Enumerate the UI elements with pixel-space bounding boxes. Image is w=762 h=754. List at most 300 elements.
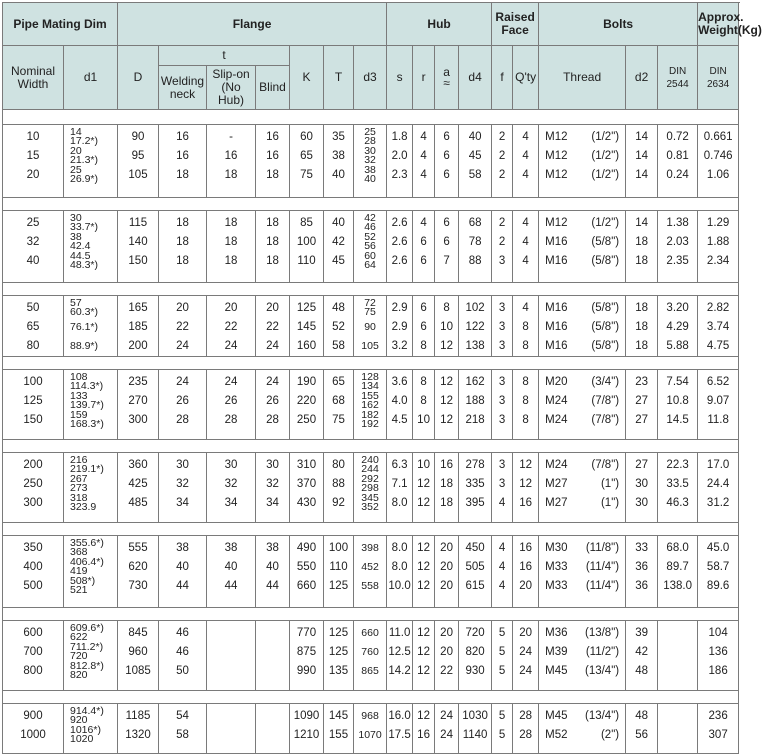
T-value: 38 [332, 150, 345, 162]
slip-on-value: 44 [224, 580, 238, 592]
f-value: 4 [498, 561, 506, 573]
slip-on-value: 20 [224, 302, 238, 314]
D-value: 95 [131, 150, 145, 162]
cell-r [413, 621, 435, 691]
nominal-width-value: 1000 [20, 729, 46, 741]
d3-value: 865 [361, 665, 379, 677]
blind-value: 28 [266, 414, 279, 426]
cell-T [324, 453, 354, 523]
T-value: 35 [332, 131, 345, 143]
d1-value: 609.6*) [70, 622, 104, 634]
cell-D [118, 296, 159, 357]
table-row-group [3, 296, 739, 357]
thread-metric: M30 [545, 542, 568, 554]
r-header: r [413, 46, 435, 110]
r-value: 16 [417, 729, 430, 741]
cell-blind [256, 296, 290, 357]
D-value: 845 [128, 627, 148, 639]
thread-inch: (5/8") [591, 255, 620, 267]
d4-value: 615 [465, 580, 485, 592]
cell-s [387, 621, 413, 691]
cell-T [324, 704, 354, 754]
cell-K [290, 621, 324, 691]
r-value: 12 [417, 561, 430, 573]
thread-metric: M52 [545, 729, 568, 741]
d1-value: 159 [70, 409, 88, 421]
cell-s [387, 453, 413, 523]
a-value: 6 [443, 236, 450, 248]
weight-din2634-value: 89.6 [706, 580, 730, 592]
weight-din2544-value: 14.5 [666, 414, 689, 426]
a-value: 6 [443, 217, 450, 229]
cell-slip-on [207, 536, 256, 608]
D-value: 270 [128, 395, 148, 407]
welding-neck-value: 22 [176, 321, 189, 333]
qty-value: 8 [522, 395, 529, 407]
f-value: 3 [498, 376, 506, 388]
cell-qty [513, 370, 539, 440]
cell-K [290, 536, 324, 608]
T-value: 58 [332, 340, 345, 352]
D-value: 730 [128, 580, 148, 592]
d2-value: 18 [635, 302, 648, 314]
cell-qty [513, 125, 539, 198]
f-header: f [492, 46, 513, 110]
s-value: 8.0 [391, 542, 408, 554]
weight-din2634-value: 9.07 [706, 395, 730, 407]
slip-on-value: 18 [224, 236, 238, 248]
cell-weight-din2544 [658, 536, 698, 608]
d4-value: 68 [468, 217, 482, 229]
K-value: 990 [296, 665, 317, 677]
cell-a [435, 453, 459, 523]
cell-thread [539, 453, 626, 523]
d3-value: 192 [361, 418, 379, 430]
cell-s [387, 211, 413, 283]
qty-value: 28 [519, 710, 532, 722]
thread-metric: M12 [545, 169, 568, 181]
a-value: 6 [443, 169, 450, 181]
cell-qty [513, 621, 539, 691]
cell-thread [539, 125, 626, 198]
cell-d3 [354, 536, 387, 608]
d1-value: 219.1*) [70, 463, 104, 475]
a-value: 12 [440, 414, 453, 426]
welding-neck-value: 18 [176, 255, 189, 267]
thread-inch: (3/4") [591, 376, 620, 388]
s-value: 16.0 [388, 710, 411, 722]
table-row-group [3, 370, 739, 440]
T-value: 100 [328, 542, 349, 554]
weight-din2634-value: 1.29 [706, 217, 730, 229]
thread-metric: M16 [545, 236, 568, 248]
cell-qty [513, 211, 539, 283]
s-value: 7.1 [391, 478, 408, 490]
cell-weight-din2634 [698, 370, 739, 440]
thread-inch: (13/4") [584, 665, 620, 677]
r-value: 6 [420, 255, 427, 267]
d1-value: 920 [70, 714, 88, 726]
d1-value: 88.9*) [70, 340, 99, 352]
D-value: 115 [128, 217, 148, 229]
weight-din2544-value: 0.24 [666, 169, 689, 181]
d1-value: 44.5 [70, 250, 91, 262]
cell-blind [256, 536, 290, 608]
thread-inch: (1") [600, 478, 620, 490]
nominal-width-value: 200 [23, 459, 43, 471]
weight-din2634-value: 45.0 [706, 542, 730, 554]
d3-value: 244 [361, 463, 379, 475]
s-value: 10.0 [388, 580, 411, 592]
d3-value: 60 [364, 250, 376, 262]
weight-din2634-value: 2.82 [706, 302, 730, 314]
T-value: 88 [332, 478, 345, 490]
r-value: 12 [417, 627, 430, 639]
d1-value: 26.9*) [70, 173, 99, 185]
cell-d3 [354, 296, 387, 357]
d1-value: 406.4*) [70, 556, 104, 568]
weight-din2544-value: 4.29 [666, 321, 689, 333]
blind-value: 30 [266, 459, 279, 471]
d2-value: 18 [635, 340, 648, 352]
blind-value: 44 [266, 580, 279, 592]
f-value: 5 [498, 710, 506, 722]
cell-d1 [64, 370, 118, 440]
cell-nominal-width [3, 211, 64, 283]
weight-din2634-value: 136 [708, 646, 728, 658]
d1-value: 820 [70, 669, 88, 681]
D-header: D [118, 46, 159, 110]
a-value: 12 [440, 376, 453, 388]
cell-thread [539, 370, 626, 440]
thread-metric: M36 [545, 627, 568, 639]
d1-value: 419 [70, 565, 88, 577]
d4-header: d4 [459, 46, 492, 110]
f-value: 2 [498, 236, 506, 248]
welding-neck-value: 58 [176, 729, 189, 741]
d3-value: 28 [364, 135, 376, 147]
K-value: 550 [296, 561, 317, 573]
a-value: 20 [440, 646, 453, 658]
nominal-width-value: 350 [23, 542, 43, 554]
qty-value: 12 [519, 478, 532, 490]
thread-metric: M45 [545, 710, 568, 722]
table-row-group [3, 211, 739, 283]
welding-neck-value: 30 [176, 459, 189, 471]
s-value: 4.0 [391, 395, 408, 407]
weight-din2634-value: 24.4 [706, 478, 730, 490]
f-value: 2 [498, 150, 506, 162]
d3-header: d3 [354, 46, 387, 110]
f-value: 3 [498, 340, 506, 352]
d3-value: 345 [361, 492, 379, 504]
d4-value: 162 [465, 376, 485, 388]
weight-din2544-value: 89.7 [666, 561, 689, 573]
s-value: 8.0 [391, 497, 408, 509]
a-value: 6 [443, 131, 450, 143]
welding-neck-value: 26 [176, 395, 189, 407]
cell-weight-din2544 [658, 704, 698, 754]
cell-d4 [459, 370, 492, 440]
f-value: 2 [498, 217, 506, 229]
cell-slip-on [207, 125, 256, 198]
d2-value: 30 [635, 478, 648, 490]
s-value: 2.6 [391, 236, 408, 248]
d3-value: 46 [364, 221, 376, 233]
cell-f [492, 704, 513, 754]
blind-value [256, 643, 289, 662]
blind-value [256, 726, 289, 745]
s-value: 3.2 [391, 340, 408, 352]
d3-value: 292 [361, 473, 379, 485]
blind-value: 16 [266, 131, 279, 143]
cell-blind [256, 125, 290, 198]
d3-value: 40 [364, 173, 376, 185]
D-value: 960 [128, 646, 148, 658]
d2-value: 39 [635, 627, 648, 639]
K-value: 145 [296, 321, 317, 333]
d3-value: 660 [361, 627, 379, 639]
cell-d4 [459, 536, 492, 608]
a-value: 16 [440, 459, 453, 471]
r-value: 12 [417, 646, 430, 658]
d1-value: 139.7*) [70, 399, 104, 411]
d1-value: 318 [70, 492, 88, 504]
d4-value: 40 [468, 131, 482, 143]
qty-value: 8 [522, 321, 529, 333]
qty-value: 16 [519, 497, 532, 509]
cell-d4 [459, 704, 492, 754]
f-value: 4 [498, 497, 506, 509]
thread-inch: (5/8") [591, 340, 620, 352]
r-value: 8 [420, 340, 427, 352]
flange-header: Flange [118, 3, 387, 46]
T-value: 52 [332, 321, 345, 333]
D-value: 105 [128, 169, 148, 181]
cell-weight-din2544 [658, 296, 698, 357]
nominal-width-value: 65 [26, 321, 40, 333]
cell-T [324, 536, 354, 608]
cell-thread [539, 296, 626, 357]
d4-value: 78 [468, 236, 482, 248]
qty-value: 16 [519, 542, 532, 554]
welding-neck-value: 20 [176, 302, 189, 314]
thread-inch: (5/8") [591, 236, 620, 248]
qty-value: 4 [522, 131, 529, 143]
cell-welding-neck [159, 621, 207, 691]
nominal-width-value: 800 [23, 665, 43, 677]
d4-value: 720 [465, 627, 485, 639]
K-value: 660 [296, 580, 317, 592]
a-value: 10 [440, 321, 453, 333]
qty-value: 20 [519, 580, 532, 592]
qty-value: 8 [522, 414, 529, 426]
weight-din2544-value: 46.3 [666, 497, 689, 509]
d1-value: 76.1*) [70, 321, 99, 333]
slip-on-value [207, 662, 255, 681]
D-value: 620 [128, 561, 148, 573]
cell-slip-on [207, 370, 256, 440]
cell-f [492, 536, 513, 608]
d3-value: 30 [364, 145, 376, 157]
group-spacer [3, 691, 739, 704]
thread-metric: M16 [545, 340, 568, 352]
welding-neck-value: 46 [176, 627, 189, 639]
weight-din2544-value: 7.54 [666, 376, 689, 388]
d1-value: 42.4 [70, 240, 91, 252]
weight-din2634-value: 17.0 [706, 459, 730, 471]
cell-T [324, 125, 354, 198]
cell-s [387, 704, 413, 754]
D-value: 360 [128, 459, 148, 471]
D-value: 1185 [125, 710, 151, 722]
r-value: 4 [420, 150, 427, 162]
cell-qty [513, 296, 539, 357]
slip-on-value: - [229, 131, 233, 143]
cell-d1 [64, 453, 118, 523]
nominal-width-value: 125 [23, 395, 43, 407]
d1-value: 108 [70, 371, 88, 383]
nominal-width-value: 40 [26, 255, 40, 267]
cell-weight-din2634 [698, 125, 739, 198]
weight-din2544-value: 0.72 [666, 131, 689, 143]
s-value: 17.5 [388, 729, 411, 741]
thread-inch: (1/2") [591, 131, 620, 143]
cell-qty [513, 453, 539, 523]
weight-din2544-value: 5.88 [666, 340, 689, 352]
f-value: 5 [498, 729, 506, 741]
d4-value: 505 [465, 561, 485, 573]
d2-value: 27 [635, 395, 648, 407]
cell-nominal-width [3, 370, 64, 440]
r-value: 6 [420, 302, 427, 314]
K-value: 60 [300, 131, 313, 143]
K-value: 310 [296, 459, 317, 471]
K-value: 1090 [293, 710, 320, 722]
r-value: 12 [417, 542, 430, 554]
f-value: 4 [498, 580, 506, 592]
thread-inch: (13/8") [584, 627, 620, 639]
thread-metric: M33 [545, 580, 568, 592]
T-value: 40 [332, 217, 345, 229]
T-value: 135 [328, 665, 349, 677]
f-value: 3 [498, 302, 506, 314]
s-value: 2.9 [391, 302, 408, 314]
cell-thread [539, 621, 626, 691]
s-header: s [387, 46, 413, 110]
cell-thread [539, 704, 626, 754]
nominal-width-value: 700 [23, 646, 43, 658]
nominal-width-value: 10 [26, 131, 40, 143]
s-value: 2.6 [391, 255, 408, 267]
a-value: 20 [440, 561, 453, 573]
K-value: 220 [296, 395, 317, 407]
thread-metric: M39 [545, 646, 568, 658]
d4-value: 188 [465, 395, 485, 407]
d3-value: 72 [364, 297, 376, 309]
weight-din2544-value: 1.38 [666, 217, 689, 229]
nominal-width-value: 80 [26, 340, 40, 352]
K-value: 1210 [293, 729, 320, 741]
D-value: 90 [131, 131, 145, 143]
welding-neck-value: 16 [176, 131, 189, 143]
d1-value: 114.3*) [70, 380, 104, 392]
group-spacer [3, 357, 739, 370]
thread-inch: (5/8") [591, 302, 620, 314]
table-row-group [3, 125, 739, 198]
cell-blind [256, 621, 290, 691]
thread-inch: (11/8") [585, 542, 620, 554]
d1-value: 1020 [70, 733, 94, 745]
blind-value: 16 [266, 150, 279, 162]
d2-value: 42 [635, 646, 648, 658]
thread-metric: M27 [545, 478, 568, 490]
weight-din2544-value [658, 624, 697, 643]
cell-d2 [626, 370, 658, 440]
r-value: 12 [417, 478, 430, 490]
cell-d4 [459, 296, 492, 357]
thread-inch: (5/8") [591, 321, 620, 333]
cell-d2 [626, 704, 658, 754]
r-value: 6 [420, 321, 427, 333]
thread-metric: M24 [545, 395, 568, 407]
slip-on-value [207, 624, 255, 643]
d3-value: 56 [364, 240, 376, 252]
cell-nominal-width [3, 125, 64, 198]
slip-on-value: 30 [224, 459, 238, 471]
nominal-width-value: 900 [23, 710, 43, 722]
thread-metric: M20 [545, 376, 568, 388]
cell-K [290, 125, 324, 198]
K-value: 75 [300, 169, 313, 181]
approx-weight-header: Approx. Weight(Kg) [698, 3, 739, 46]
d1-value: 57 [70, 297, 82, 309]
weight-din2634-value: 11.8 [707, 414, 729, 426]
d1-value: 323.9 [70, 501, 97, 513]
d1-value: 17.2*) [70, 135, 99, 147]
t-header: t [159, 46, 290, 66]
blind-value: 22 [266, 321, 279, 333]
f-value: 5 [498, 627, 506, 639]
f-value: 2 [498, 169, 506, 181]
d2-value: 48 [635, 665, 648, 677]
thread-metric: M12 [545, 131, 568, 143]
K-value: 770 [296, 627, 317, 639]
group-spacer [3, 283, 739, 296]
qty-value: 4 [522, 150, 529, 162]
cell-d3 [354, 211, 387, 283]
K-value: 370 [296, 478, 317, 490]
d2-value: 14 [635, 131, 648, 143]
thread-inch: (7/8") [591, 459, 620, 471]
weight-din2544-value: 138.0 [663, 580, 692, 592]
s-value: 14.2 [388, 665, 411, 677]
d2-value: 14 [635, 169, 648, 181]
cell-weight-din2634 [698, 453, 739, 523]
welding-neck-header: Welding neck [159, 66, 207, 110]
K-value: 190 [296, 376, 317, 388]
r-value: 12 [417, 580, 430, 592]
weight-din2544-value: 2.03 [666, 236, 689, 248]
cell-T [324, 370, 354, 440]
cell-a [435, 621, 459, 691]
d2-value: 33 [635, 542, 648, 554]
d3-value: 42 [364, 212, 376, 224]
blind-header: Blind [256, 66, 290, 110]
d1-value: 48.3*) [70, 259, 99, 271]
cell-d2 [626, 296, 658, 357]
slip-on-value [207, 726, 255, 745]
